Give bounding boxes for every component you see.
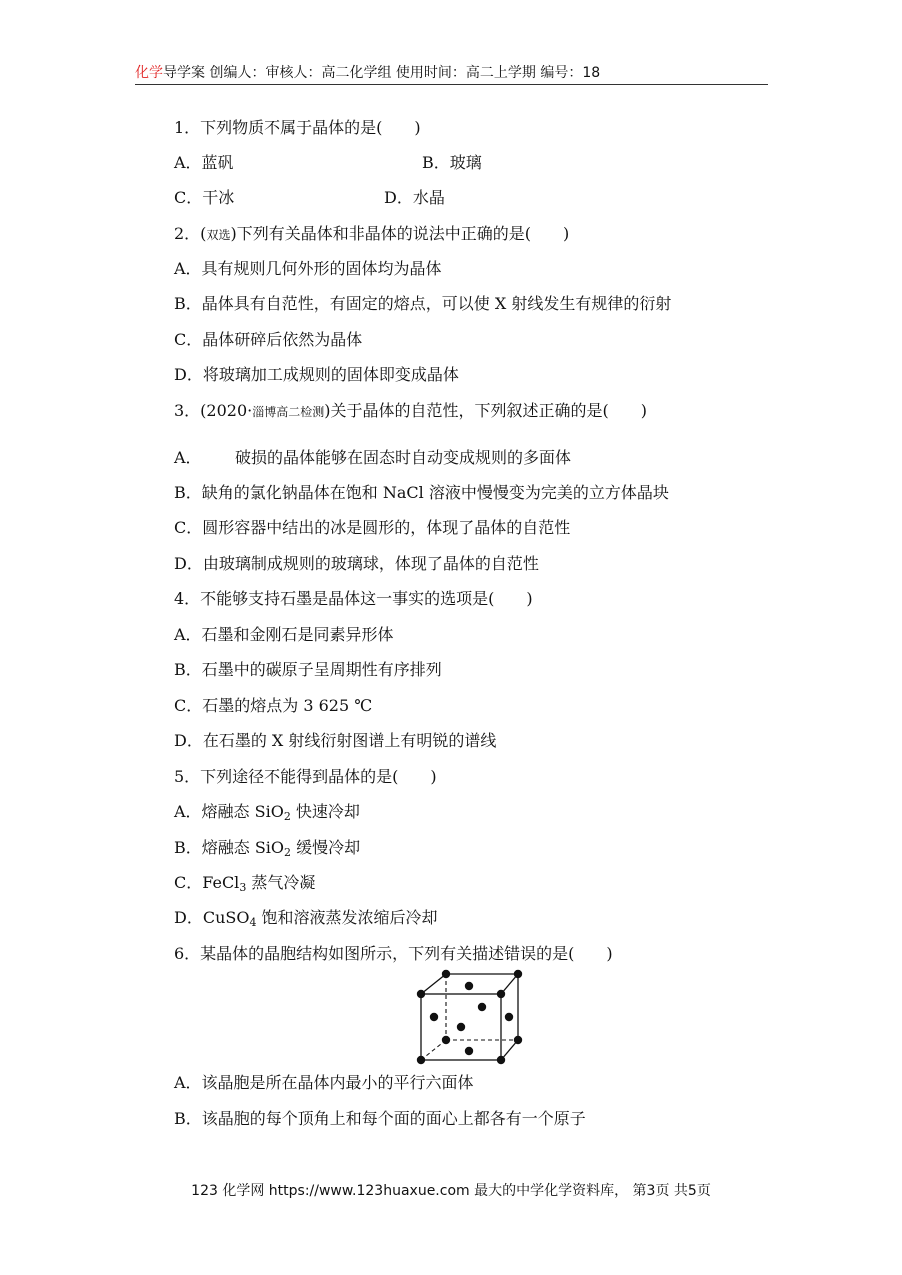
q4-option-c: C．石墨的熔点为 3 625 ℃ <box>174 696 373 715</box>
q4-stem: 4．不能够支持石墨是晶体这一事实的选项是( ) <box>174 589 533 608</box>
q5-d-text: D．CuSO <box>174 908 250 927</box>
q3-option-b: B．缺角的氯化钠晶体在饱和 NaCl 溶液中慢慢变为完美的立方体晶块 <box>174 483 669 502</box>
q5-a-text: A．熔融态 SiO <box>174 802 284 821</box>
q2-option-b: B．晶体具有自范性，有固定的熔点，可以使 X 射线发生有规律的衍射 <box>174 294 672 313</box>
q3-stem <box>174 401 647 422</box>
q4-option-a: A．石墨和金刚石是同素异形体 <box>174 625 394 644</box>
q4-option-d: D．在石墨的 X 射线衍射图谱上有明锐的谱线 <box>174 731 497 750</box>
crystal-cell-diagram <box>412 968 527 1066</box>
q5-a-subscript: 2 <box>283 810 291 823</box>
q5-b-tail: 缓慢冷却 <box>291 838 361 857</box>
q1-option-d: D．水晶 <box>384 188 445 207</box>
q1-stem: 1．下列物质不属于晶体的是( ) <box>174 118 421 137</box>
q6-option-b: B．该晶胞的每个顶角上和每个面的面心上都各有一个原子 <box>174 1109 586 1128</box>
q5-a-tail: 快速冷却 <box>290 802 360 821</box>
q3-text: )关于晶体的自范性，下列叙述正确的是( ) <box>324 401 647 420</box>
q5-d-tail: 饱和溶液蒸发浓缩后冷却 <box>256 908 438 927</box>
q2-number: 2．( <box>174 224 207 243</box>
q6-stem: 6．某晶体的晶胞结构如图所示，下列有关描述错误的是( ) <box>174 944 613 963</box>
q5-stem: 5．下列途径不能得到晶体的是( ) <box>174 767 437 786</box>
q5-option-a <box>174 802 360 822</box>
q6-option-a: A．该晶胞是所在晶体内最小的平行六面体 <box>174 1073 474 1092</box>
q2-option-a: A．具有规则几何外形的固体均为晶体 <box>174 259 442 278</box>
q5-c-subscript: 3 <box>239 881 247 894</box>
q5-b-text: B．熔融态 SiO <box>174 838 285 857</box>
header-text: 导学案 创编人：审核人：高二化学组 使用时间：高二上学期 编号：18 <box>163 65 601 81</box>
q3-tag: 淄博高二检测 <box>252 405 325 419</box>
q2-tag: 双选 <box>206 228 231 242</box>
page-footer: 123 化学网 https://www.123huaxue.com 最大的中学化学资料库， 第3页 共5页 <box>191 1183 711 1199</box>
page-header <box>135 62 768 85</box>
q2-text: )下列有关晶体和非晶体的说法中正确的是( ) <box>230 224 570 243</box>
q3-option-a-label: A． <box>174 448 202 467</box>
q2-option-c: C．晶体研碎后依然为晶体 <box>174 330 363 349</box>
q5-d-subscript: 4 <box>249 916 257 929</box>
q3-option-a: 破损的晶体能够在固态时自动变成规则的多面体 <box>235 448 572 467</box>
q3-option-d: D．由玻璃制成规则的玻璃球，体现了晶体的自范性 <box>174 554 539 573</box>
q5-option-d <box>174 908 438 928</box>
q1-option-b: B．玻璃 <box>422 153 482 172</box>
q3-number: 3．(2020· <box>174 401 253 420</box>
q3-option-c: C．圆形容器中结出的冰是圆形的，体现了晶体的自范性 <box>174 518 571 537</box>
q5-c-text: C．FeCl <box>174 873 240 892</box>
q1-option-c: C．干冰 <box>174 188 235 207</box>
q1-option-a: A．蓝矾 <box>174 153 234 172</box>
q5-option-c <box>174 873 315 893</box>
q5-option-b <box>174 838 360 858</box>
q5-c-tail: 蒸气冷凝 <box>246 873 316 892</box>
q4-option-b: B．石墨中的碳原子呈周期性有序排列 <box>174 660 442 679</box>
q5-b-subscript: 2 <box>284 846 292 859</box>
q2-option-d: D．将玻璃加工成规则的固体即变成晶体 <box>174 365 459 384</box>
header-highlight: 化学 <box>135 65 163 81</box>
q2-stem <box>174 224 569 245</box>
